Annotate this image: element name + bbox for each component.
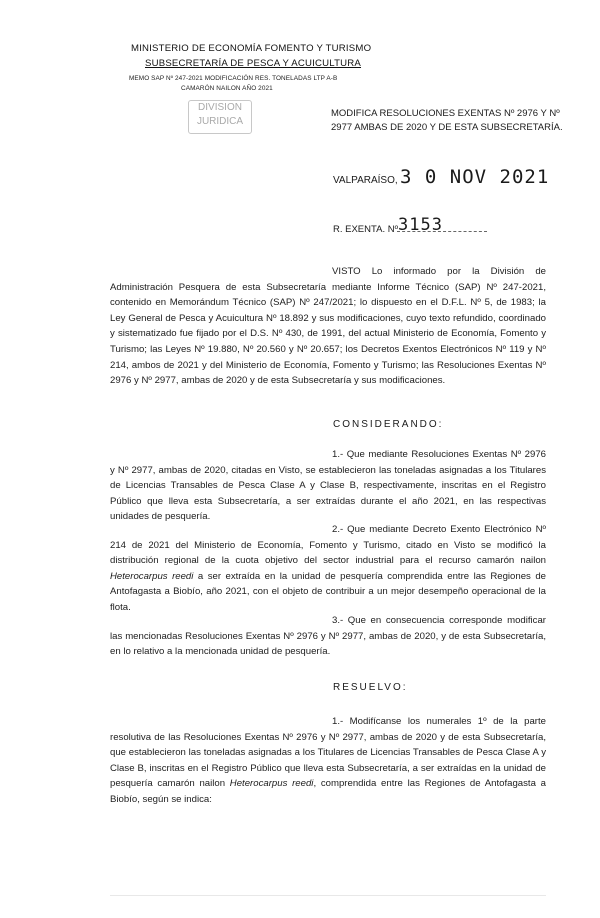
subsecretaria-name: SUBSECRETARÍA DE PESCA Y ACUICULTURA <box>145 58 362 69</box>
juridica-stamp <box>188 100 252 134</box>
considerando-2-species: Heterocarpus reedi <box>110 570 194 582</box>
memo-subject: CAMARÓN NAILON AÑO 2021 <box>181 85 273 92</box>
resuelvo-1-text-a: 1.- Modifícanse los numerales 1º de la parte resolutiva de las Resoluciones Exentas Nº 2976 y Nº 2977, ambas de 2020 y de esta Subsecretaría, que establecieron las toneladas asignadas a los Titulares de Licencias Transables de Pesca Clase A y Clase B, inscritas en el Registro Público que lleva esta Subsecretaría, a ser extraídas en la unidad de pesquería camarón nailon <box>110 716 546 790</box>
resuelvo-1-species: Heterocarpus reedi <box>229 778 314 790</box>
resuelvo-1 <box>110 714 546 808</box>
ministry-name: MINISTERIO DE ECONOMÍA FOMENTO Y TURISMO <box>131 43 372 54</box>
considerando-3: 3.- Que en consecuencia corresponde modificar las mencionadas Resoluciones Exentas Nº 2976 y Nº 2977, ambas de 2020, y de esta Subsecretaría, en lo relativo a la mencionada unidad de pesquería. <box>110 615 546 658</box>
exenta-number: 3153 <box>398 215 443 235</box>
stamp-line-2: JURIDICA <box>196 116 244 127</box>
exenta-label: R. EXENTA. Nº <box>333 224 399 235</box>
resolution-subject: MODIFICA RESOLUCIONES EXENTAS Nº 2976 Y Nº 2977 AMBAS DE 2020 Y DE ESTA SUBSECRETARÍA. <box>331 108 563 133</box>
stamp-line-1: DIVISION <box>198 102 242 113</box>
considerando-2-text-a: 2.- Que mediante Decreto Exento Electrónico Nº 214 de 2021 del Ministerio de Economía, Fomento y Turismo, citado en Visto se modificó la distribución regional de la cuota objetivo del sector industrial para el recurso camarón nailon <box>110 524 546 567</box>
considerando-2-text-b: a ser extraída en la unidad de pesquería comprendida entre las Regiones de Antofagasta a Biobío, año 2021, con el objeto de contribuir a un mejor desempeño operacional de la flota. <box>110 570 546 613</box>
visto-paragraph <box>110 264 546 389</box>
considerando-1: 1.- Que mediante Resoluciones Exentas Nº 2976 y Nº 2977, ambas de 2020, citadas en Visto, se establecieron las toneladas asignadas a los Titulares de Licencias Transables de Pesca Clase A y Clase B, respectivamente, inscritas en el Registro Público que lleva esta Subsecretaría, a ser extraídas durante el año 2021, en las respectivas unidades de pesquería. <box>110 449 546 523</box>
date-label: VALPARAÍSO, <box>333 175 398 186</box>
page-bottom-rule <box>110 895 546 896</box>
visto-heading: VISTO <box>332 266 361 277</box>
visto-text: Lo informado por la División de Administración Pesquera de esta Subsecretaría mediante Informe Técnico (SAP) Nº 247-2021, contenido en Memorándum Técnico (SAP) Nº 247/2021; lo dispuesto en el D.F.L. Nº 5, de 1983; la Ley General de Pesca y Acuicultura Nº 18.892 y sus modificaciones, cuyo texto refundido, coordinado y sistematizado fue fijado por el D.S. Nº 430, de 1991, del actual Ministerio de Economía, Fomento y Turismo; las Leyes Nº 19.880, Nº 20.560 y Nº 20.657; los Decretos Exentos Electrónicos Nº 119 y Nº 214, ambos de 2021 y del Ministerio de Economía, Fomento y Turismo; las Resoluciones Exentas Nº 2976 y Nº 2977, ambas de 2020 y de esta Subsecretaría y sus modificaciones. <box>110 266 546 387</box>
resuelvo-heading: RESUELVO: <box>333 682 408 693</box>
memo-reference: MEMO SAP Nº 247-2021 MODIFICACIÓN RES. TONELADAS LTP A-B <box>129 75 338 82</box>
considerando-2 <box>110 522 546 616</box>
date-stamp: 3 0 NOV 2021 <box>400 166 550 188</box>
considerando-heading: CONSIDERANDO: <box>333 419 444 430</box>
resuelvo-1-text-b: , comprendida entre las Regiones de Antofagasta a Biobío, según se indica: <box>110 778 546 805</box>
exenta-underline <box>397 231 487 232</box>
